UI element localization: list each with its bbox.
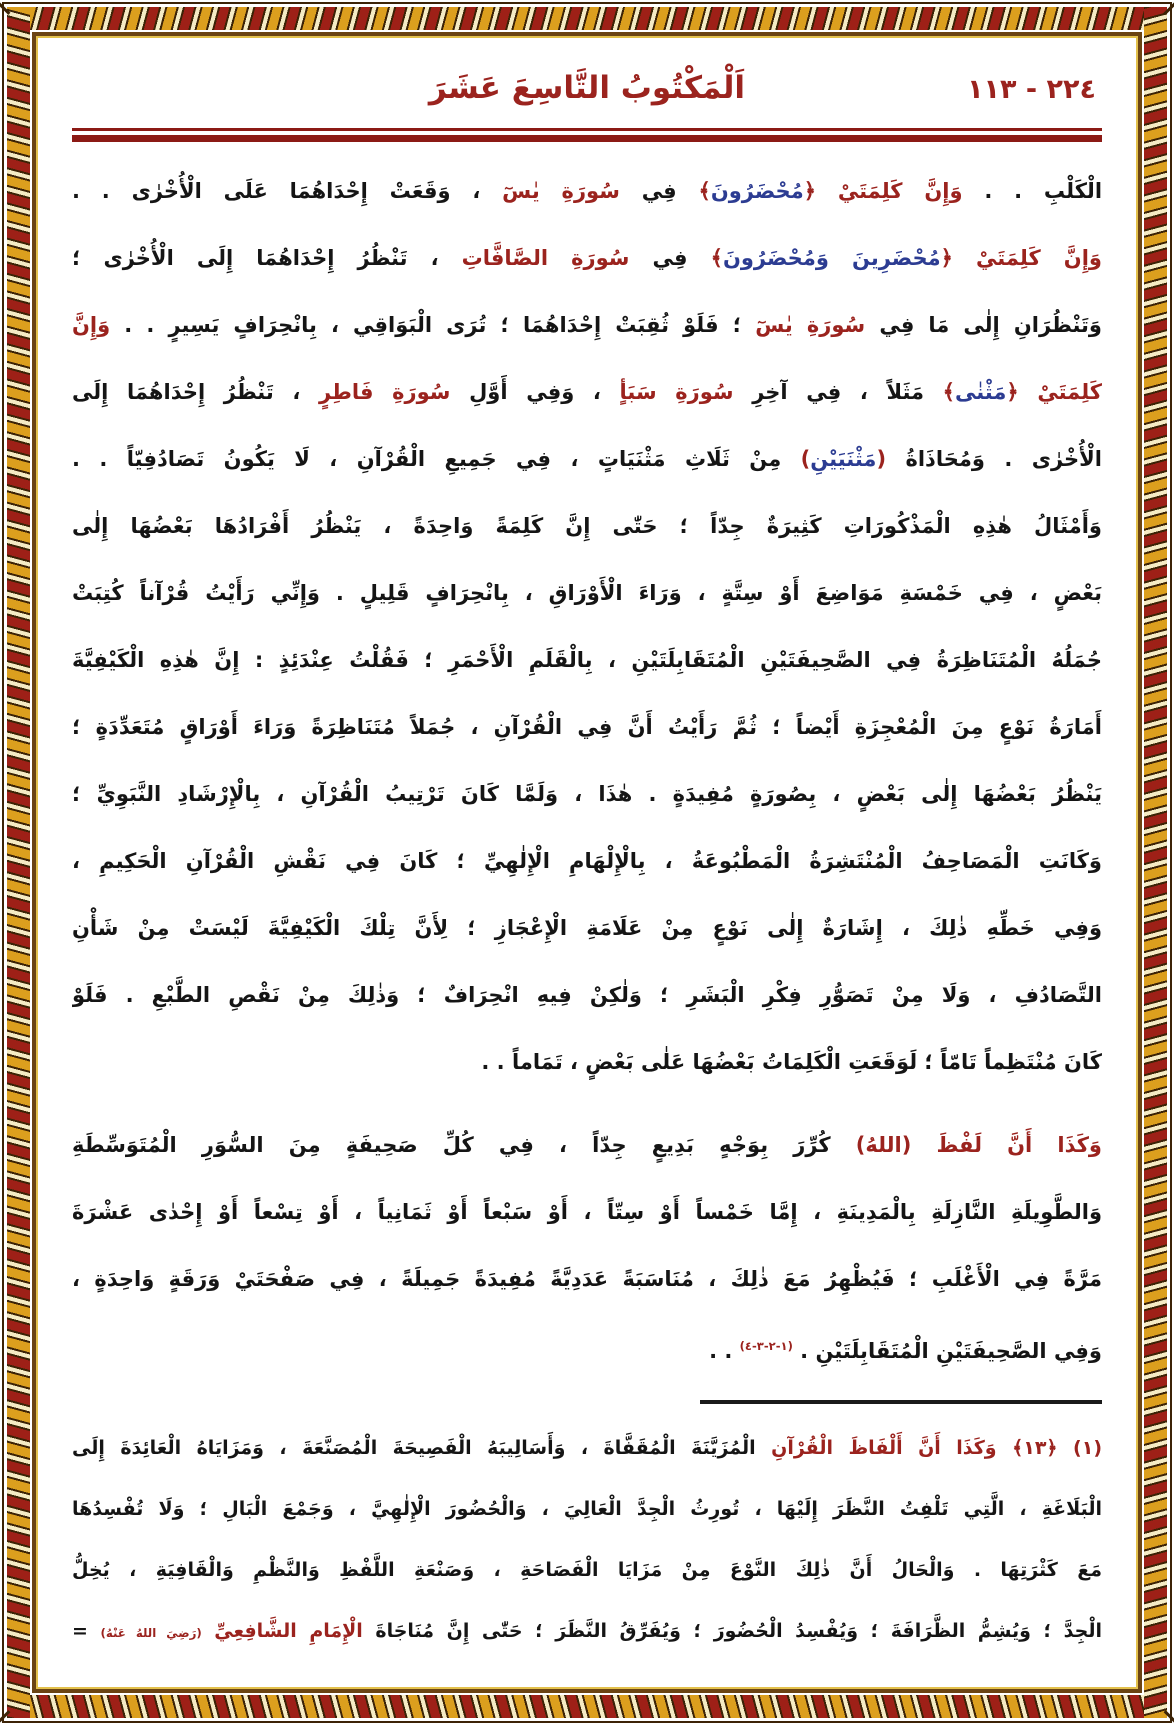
text-line bbox=[72, 1179, 1102, 1246]
text-segment-sup: (١-٢-٣-٤) bbox=[739, 1339, 793, 1353]
text-segment-ink: وَتَنْظُرَانِ إِلٰى مَا فِي bbox=[865, 313, 1102, 337]
text-line bbox=[72, 694, 1102, 761]
text-segment-ink: وَأَمْثَالُ هٰذِهِ الْمَذْكُورَاتِ كَثِيرَةٌ جِدّاً ؛ حَتّٰى إِنَّ كَلِمَةً وَاحِدَةً ، يَنْظُرُ أَفْرَادُهَا بَعْضُهَا إِلٰى bbox=[72, 514, 1102, 538]
text-segment-ink: ، وَفِي أَوَّلِ bbox=[450, 380, 620, 404]
text-segment-ink: مَرَّةً فِي الْأَغْلَبِ ؛ فَيُظْهِرُ مَعَ ذٰلِكَ ، مُنَاسَبَةً عَدَدِيَّةً مُفِيدَةً جَمِيلَةً ، فِي صَفْحَتَيْ وَرَقَةٍ وَاحِدَةٍ ، bbox=[72, 1267, 1102, 1291]
text-line bbox=[72, 627, 1102, 694]
page-number: ٢٢٤ - ١١٣ bbox=[967, 74, 1096, 105]
text-segment-blue: مَثْنَيَيْنِ bbox=[810, 447, 877, 471]
text-line bbox=[72, 1418, 1102, 1479]
text-line bbox=[72, 1540, 1102, 1601]
page-content bbox=[72, 62, 1102, 1685]
text-segment-red: الْإِمَامِ الشَّافِعِيِّ bbox=[201, 1620, 363, 1642]
text-segment-ink: يَنْظُرُ بَعْضُهَا إِلٰى بَعْضٍ ، بِصُورَةٍ مُفِيدَةٍ . هٰذَا ، وَلَمَّا كَانَ تَرْتِيبُ الْقُرْآنِ ، بِالْإِرْشَادِ النَّبَوِيِّ ؛ bbox=[72, 782, 1102, 806]
text-line bbox=[72, 1029, 1102, 1096]
corner-ornament bbox=[1164, 1710, 1174, 1725]
text-segment-ink: الْبَلَاغَةِ ، الَّتِي تَلْفِتُ النَّظَرَ إِلَيْهَا ، تُورِثُ الْجِدَّ الْعَالِيَ ، وَالْحُضُورَ الْإِلٰهِيَّ ، وَجَمْعَ الْبَالِ ؛ وَلَا تُفْسِدُهَا bbox=[72, 1498, 1102, 1520]
text-segment-ink: التَّصَادُفِ ، وَلَا مِنْ تَصَوُّرِ فِكْرِ الْبَشَرِ ؛ وَلٰكِنْ فِيهِ انْحِرَافٌ ؛ وَذٰلِكَ مِنْ نَقْصِ الطَّبْعِ . فَلَوْ bbox=[72, 983, 1102, 1007]
text-line bbox=[72, 962, 1102, 1029]
text-segment-ink: . . bbox=[709, 1339, 740, 1363]
text-line bbox=[72, 895, 1102, 962]
text-line bbox=[72, 1112, 1102, 1179]
text-segment-red: ﴾ bbox=[698, 179, 711, 203]
text-segment-ink: وَالطَّوِيلَةِ النَّازِلَةِ بِالْمَدِينَةِ ، إِمَّا خَمْساً أَوْ سِتّاً ، أَوْ سَبْعاً أَوْ ثَمَانِياً ، أَوْ تِسْعاً أَوْ إِحْدٰى عَشْرَةَ bbox=[72, 1200, 1102, 1224]
text-segment-ink: ، تَنْظُرُ إِحْدَاهُمَا إِلَى الْأُخْرٰى ؛ bbox=[72, 246, 462, 270]
text-segment-ink: وَفِي خَطِّهِ ذٰلِكَ ، إِشَارَةٌ إِلٰى نَوْعٍ مِنْ عَلَامَةِ الْإِعْجَازِ ؛ لِأَنَّ تِلْكَ الْكَيْفِيَّةَ لَيْسَتْ مِنْ شَأْنِ bbox=[72, 916, 1102, 940]
text-segment-ink: كَانَ مُنْتَظِماً تَامّاً ؛ لَوَقَعَتِ الْكَلِمَاتُ بَعْضُهَا عَلٰى بَعْضٍ ، تَمَاماً . . bbox=[481, 1050, 1102, 1074]
text-segment-red: ﴿ bbox=[803, 179, 817, 203]
text-line bbox=[72, 225, 1102, 292]
corner-ornament bbox=[0, 0, 10, 15]
text-segment-red: ﴾ bbox=[710, 246, 723, 270]
paragraph bbox=[72, 1112, 1102, 1380]
text-segment-red: وَإِنَّ كَلِمَتَيْ bbox=[952, 246, 1102, 270]
page-header bbox=[72, 62, 1102, 120]
header-rule-thin bbox=[72, 128, 1102, 131]
text-line bbox=[72, 493, 1102, 560]
body-text bbox=[72, 158, 1102, 1380]
text-segment-red: سُورَةِ فَاطِرٍ bbox=[319, 380, 451, 404]
text-segment-red: وَكَذَا أَنَّ لَفْظَ (اللهُ) bbox=[830, 1133, 1102, 1157]
text-segment-ink: بَعْضٍ ، فِي خَمْسَةِ مَوَاضِعَ أَوْ سِتَّةٍ ، وَرَاءَ الْأَوْرَاقِ ، بِانْحِرَافٍ قَلِيلٍ . وَإِنِّي رَأَيْتُ قُرْآناً كُتِبَتْ bbox=[72, 581, 1102, 605]
border-braid-bottom bbox=[7, 1695, 1167, 1718]
text-line bbox=[72, 761, 1102, 828]
text-segment-ink: الْجِدَّ ؛ وَيُشِمُّ الظَّرَافَةَ ؛ وَيُفْسِدُ الْحُضُورَ ؛ وَيُفَرِّقُ النَّظَرَ ؛ حَتّٰى إِنَّ مُنَاجَاةَ bbox=[362, 1620, 1102, 1642]
text-segment-hon: (رَضِيَ اللهُ عَنْهُ) bbox=[100, 1626, 202, 1640]
text-segment-red: ) bbox=[800, 447, 811, 471]
text-line bbox=[72, 426, 1102, 493]
text-segment-ink: ؛ فَلَوْ ثُقِبَتْ إِحْدَاهُمَا ؛ تُرَى الْبَوَاقِي ، بِانْحِرَافٍ يَسِيرٍ . . bbox=[110, 313, 756, 337]
text-segment-ink: الْكَلْبِ . . bbox=[962, 179, 1102, 203]
text-segment-ink: وَكَانَتِ الْمَصَاحِفُ الْمُنْتَشِرَةُ الْمَطْبُوعَةُ ، بِالْإِلْهَامِ الْإِلٰهِيِّ ؛ كَانَ فِي نَقْشِ الْقُرْآنِ الْحَكِيمِ ، bbox=[72, 849, 1102, 873]
text-segment-red: ( bbox=[876, 447, 887, 471]
border-braid-right bbox=[1144, 7, 1167, 1718]
corner-ornament bbox=[0, 1710, 10, 1725]
text-segment-ink: مَثَلاً ، فِي آخِرِ bbox=[733, 380, 943, 404]
text-segment-ink: فِي bbox=[629, 246, 711, 270]
text-segment-red: سُورَةِ الصَّافَّاتِ bbox=[461, 246, 630, 270]
text-segment-ink: أَمَارَةُ نَوْعٍ مِنَ الْمُعْجِزَةِ أَيْضاً ؛ ثُمَّ رَأَيْتُ أَنَّ فِي الْقُرْآنِ ، جُمَلاً مُتَنَاظِرَةً وَرَاءَ أَوْرَاقٍ مُتَعَدِّدَةٍ ؛ bbox=[72, 715, 1102, 739]
text-segment-red: ﴿ bbox=[940, 246, 953, 270]
text-segment-blue: مُحْضَرِينَ وَمُحْضَرُونَ bbox=[722, 246, 941, 270]
text-segment-red: سُورَةِ يٰسٓ bbox=[502, 179, 620, 203]
text-segment-ink: الْمُزَيَّنَةَ الْمُقَفَّاةَ ، وَأَسَالِيبَهُ الْفَصِيحَةَ الْمُصَنَّعَةَ ، وَمَزَايَاهُ الْعَائِدَةَ إِلَى bbox=[72, 1437, 756, 1459]
text-line bbox=[72, 359, 1102, 426]
corner-ornament bbox=[1164, 0, 1174, 15]
page-title: اَلْمَكْتُوبُ التَّاسِعَ عَشَرَ bbox=[428, 70, 746, 106]
text-segment-blue: مُحْضَرُونَ bbox=[710, 179, 804, 203]
text-line bbox=[72, 1313, 1102, 1380]
header-rule-thick bbox=[72, 135, 1102, 142]
text-segment-ink: ، وَقَعَتْ إِحْدَاهُمَا عَلَى الْأُخْرٰى . . bbox=[72, 179, 503, 203]
text-segment-ink: كُرِّرَ بِوَجْهٍ بَدِيعٍ جِدّاً ، فِي كُلِّ صَحِيفَةٍ مِنَ السُّوَرِ الْمُتَوَسِّطَةِ bbox=[72, 1133, 831, 1157]
text-segment-ink: وَفِي الصَّحِيفَتَيْنِ الْمُتَقَابِلَتَيْنِ . bbox=[792, 1339, 1102, 1363]
text-segment-ink: فِي bbox=[619, 179, 699, 203]
text-line bbox=[72, 1601, 1102, 1662]
text-segment-red: ﴿ bbox=[1006, 380, 1019, 404]
text-segment-red: كَلِمَتَيْ bbox=[1018, 380, 1102, 404]
text-line bbox=[72, 828, 1102, 895]
text-segment-ink: مَعَ كَثْرَتِهَا . وَالْحَالُ أَنَّ ذٰلِكَ النَّوْعَ مِنْ مَزَايَا الْفَصَاحَةِ ، وَصَنْعَةِ اللَّفْظِ وَالنَّظْمِ وَالْقَافِيَةِ ، يُخِلُّ bbox=[72, 1559, 1102, 1581]
paragraph bbox=[72, 158, 1102, 1096]
text-segment-red: وَكَذَا أَنَّ أَلْفَاظَ الْقُرْآنِ bbox=[755, 1437, 997, 1459]
text-line bbox=[72, 560, 1102, 627]
text-segment-ink: مِنْ ثَلَاثِ مَثْنَيَاتٍ ، فِي جَمِيعِ الْقُرْآنِ ، لَا يَكُونُ تَصَادُفِيّاً . . bbox=[72, 447, 801, 471]
text-segment-red: (١) bbox=[1057, 1437, 1102, 1459]
border-braid-left bbox=[7, 7, 30, 1718]
text-segment-ink: الْأُخْرٰى . وَمُحَاذَاةُ bbox=[886, 447, 1102, 471]
text-line bbox=[72, 292, 1102, 359]
border-braid-top bbox=[7, 7, 1167, 30]
text-line bbox=[72, 1246, 1102, 1313]
text-segment-red: وَإِنَّ bbox=[72, 313, 111, 337]
text-segment-blue: مَثْنٰى bbox=[954, 380, 1007, 404]
text-line bbox=[72, 1479, 1102, 1540]
text-segment-red: وَإِنَّ كَلِمَتَيْ bbox=[816, 179, 963, 203]
footnote-separator bbox=[700, 1400, 1102, 1404]
text-line bbox=[72, 158, 1102, 225]
header-rule bbox=[72, 128, 1102, 142]
text-segment-ink: جُمَلُهُ الْمُتَنَاظِرَةُ فِي الصَّحِيفَتَيْنِ الْمُتَقَابِلَتَيْنِ ، بِالْقَلَمِ الْأَحْمَرِ ؛ فَقُلْتُ عِنْدَئِذٍ : إِنَّ هٰذِهِ الْكَيْفِيَّةَ bbox=[72, 648, 1102, 672]
text-segment-ink: ، تَنْظُرُ إِحْدَاهُمَا إِلَى bbox=[72, 380, 320, 404]
text-segment-red: سُورَةِ سَبَأٍ bbox=[619, 380, 734, 404]
text-segment-ink: = bbox=[72, 1620, 101, 1642]
text-segment-red: ﴿١٣﴾ bbox=[996, 1437, 1058, 1459]
text-segment-red: سُورَةِ يٰسٓ bbox=[755, 313, 866, 337]
footnote bbox=[72, 1418, 1102, 1662]
text-segment-red: ﴾ bbox=[942, 380, 955, 404]
